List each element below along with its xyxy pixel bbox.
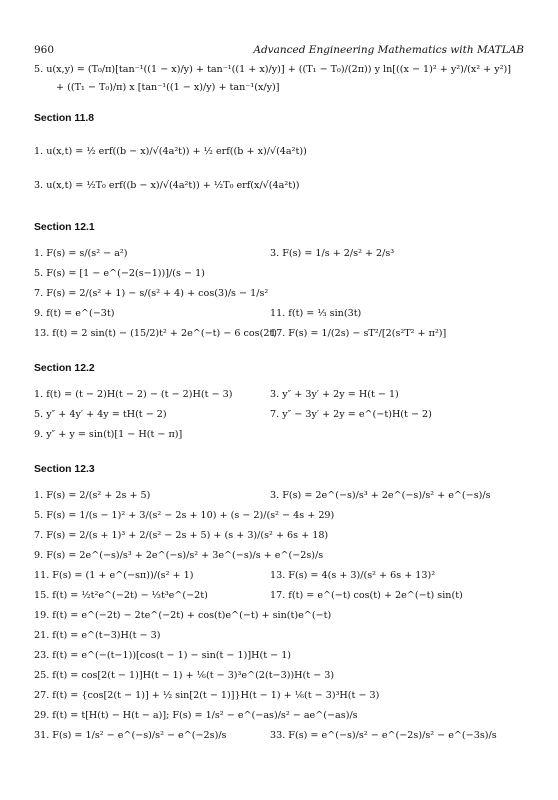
answer-right: 3. y″ + 3y′ + 2y = H(t − 1) xyxy=(270,388,399,400)
page-number: 960 xyxy=(34,44,55,56)
book-title: Advanced Engineering Mathematics with MATLAB xyxy=(253,44,524,56)
answer-row xyxy=(34,526,528,546)
answer-row xyxy=(34,385,528,405)
answer-row xyxy=(34,546,528,566)
section-heading: Section 11.8 xyxy=(34,112,95,124)
answer-right: 33. F(s) = e^(−s)/s² − e^(−2s)/s² − e^(−3s)/s xyxy=(270,729,497,741)
answer-left: 23. f(t) = e^(−(t−1))[cos(t − 1) − sin(t − 1)]H(t − 1) xyxy=(34,649,292,661)
answer-left: 21. f(t) = e^(t−3)H(t − 3) xyxy=(34,629,161,641)
answer-row xyxy=(34,135,528,169)
answer-row xyxy=(34,304,528,324)
answer-row xyxy=(34,586,528,606)
answer-left: 7. F(s) = 2/(s² + 1) − s/(s² + 4) + cos(3)/s − 1/s² xyxy=(34,287,269,299)
answer-row xyxy=(34,706,528,726)
answer-right: 13. F(s) = 4(s + 3)/(s² + 6s + 13)² xyxy=(270,569,436,581)
answer-row xyxy=(34,646,528,666)
answer-right: 7. y″ − 3y′ + 2y = e^(−t)H(t − 2) xyxy=(270,408,432,420)
answer-left: 31. F(s) = 1/s² − e^(−s)/s² − e^(−2s)/s xyxy=(34,729,227,741)
answer-left: 3. u(x,t) = ½T₀ erf((b − x)/√(4a²t)) + ½T₀ erf(x/√(4a²t)) xyxy=(34,179,300,191)
answer-left: 15. f(t) = ½t²e^(−2t) − ⅓t³e^(−2t) xyxy=(34,589,208,601)
answer-left: 5. F(s) = [1 − e^(−2(s−1))]/(s − 1) xyxy=(34,267,205,279)
answer-row xyxy=(34,264,528,284)
section-heading: Section 12.3 xyxy=(34,463,95,475)
section-heading: Section 12.1 xyxy=(34,221,95,233)
answer-row xyxy=(34,626,528,646)
answer-row xyxy=(34,506,528,526)
answer-right: 3. F(s) = 2e^(−s)/s³ + 2e^(−s)/s² + e^(−s)/s xyxy=(270,489,491,501)
answer-right: 17. F(s) = 1/(2s) − sT²/[2(s²T² + π²)] xyxy=(270,327,447,339)
answer-row xyxy=(34,606,528,626)
answer-left: 1. F(s) = 2/(s² + 2s + 5) xyxy=(34,489,151,501)
answer-right: 11. f(t) = ⅓ sin(3t) xyxy=(270,307,362,319)
answer-row xyxy=(34,169,528,203)
answer-right: 17. f(t) = e^(−t) cos(t) + 2e^(−t) sin(t) xyxy=(270,589,463,601)
answer-row xyxy=(34,486,528,506)
answer-row xyxy=(34,566,528,586)
answer-row xyxy=(34,726,528,746)
problem-5-line-2: + ((T₁ − T₀)/π) x [tan⁻¹((1 − x)/y) + tan⁻¹(x/y)] xyxy=(56,81,280,93)
answer-left: 1. F(s) = s/(s² − a²) xyxy=(34,247,128,259)
answer-left: 1. f(t) = (t − 2)H(t − 2) − (t − 2)H(t − 3) xyxy=(34,388,233,400)
problem-5-line-1: 5. u(x,y) = (T₀/π)[tan⁻¹((1 − x)/y) + tan⁻¹((1 + x)/y)] + ((T₁ − T₀)/(2π)) y ln[((x − 1)² + y²)/(x² + y²)] xyxy=(34,64,512,75)
answer-left: 5. y″ + 4y′ + 4y = tH(t − 2) xyxy=(34,408,167,420)
problem-5-block xyxy=(34,64,528,94)
answer-row xyxy=(34,425,528,445)
answer-right: 3. F(s) = 1/s + 2/s² + 2/s³ xyxy=(270,247,395,259)
answer-row xyxy=(34,324,528,344)
answer-row xyxy=(34,244,528,264)
answers-content xyxy=(34,64,528,746)
running-header xyxy=(34,44,524,56)
answer-left: 9. F(s) = 2e^(−s)/s³ + 2e^(−s)/s² + 3e^(−s)/s + e^(−2s)/s xyxy=(34,549,324,561)
answer-left: 9. y″ + y = sin(t)[1 − H(t − π)] xyxy=(34,428,183,440)
answer-row xyxy=(34,284,528,304)
answer-left: 11. F(s) = (1 + e^(−sπ))/(s² + 1) xyxy=(34,569,194,581)
answer-left: 29. f(t) = t[H(t) − H(t − a)]; F(s) = 1/s² − e^(−as)/s² − ae^(−as)/s xyxy=(34,709,358,721)
answer-left: 19. f(t) = e^(−2t) − 2te^(−2t) + cos(t)e^(−t) + sin(t)e^(−t) xyxy=(34,609,332,621)
answer-left: 9. f(t) = e^(−3t) xyxy=(34,307,115,319)
section-heading: Section 12.2 xyxy=(34,362,95,374)
answer-left: 5. F(s) = 1/(s − 1)² + 3/(s² − 2s + 10) + (s − 2)/(s² − 4s + 29) xyxy=(34,509,335,521)
answer-row xyxy=(34,405,528,425)
answer-left: 7. F(s) = 2/(s + 1)³ + 2/(s² − 2s + 5) + (s + 3)/(s² + 6s + 18) xyxy=(34,529,329,541)
sections-container xyxy=(34,112,528,746)
answer-left: 13. f(t) = 2 sin(t) − (15/2)t² + 2e^(−t) − 6 cos(2t) xyxy=(34,327,278,339)
answer-row xyxy=(34,686,528,706)
answer-left: 27. f(t) = {cos[2(t − 1)] + ½ sin[2(t − 1)]}H(t − 1) + ⅙(t − 3)³H(t − 3) xyxy=(34,689,380,701)
answer-left: 25. f(t) = cos[2(t − 1)]H(t − 1) + ⅙(t − 3)³e^(2(t−3))H(t − 3) xyxy=(34,669,335,681)
answer-left: 1. u(x,t) = ½ erf((b − x)/√(4a²t)) + ½ erf((b + x)/√(4a²t)) xyxy=(34,145,307,157)
answer-row xyxy=(34,666,528,686)
